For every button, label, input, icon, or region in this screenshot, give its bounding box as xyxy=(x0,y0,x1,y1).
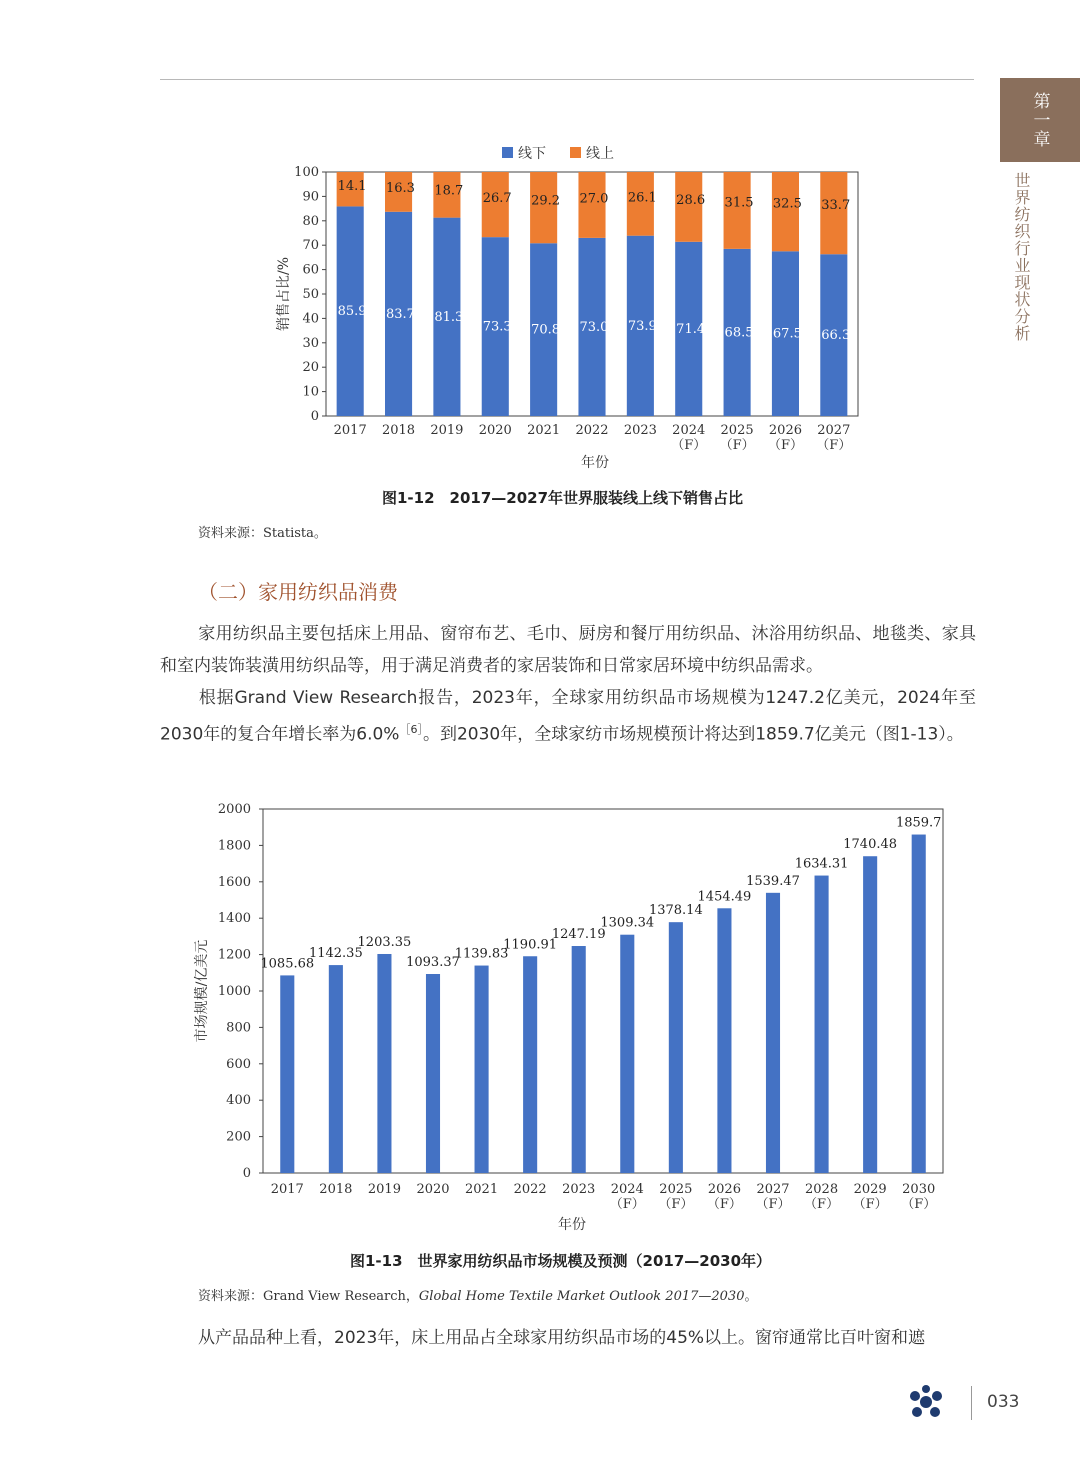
page-number: 033 xyxy=(987,1392,1020,1412)
value-label-offline: 71.4 xyxy=(676,321,706,337)
x-tick-label-line: 2023 xyxy=(562,1182,596,1197)
value-label-online: 28.6 xyxy=(676,192,706,208)
chart-online-offline-share xyxy=(260,135,880,480)
x-tick-label xyxy=(465,1182,498,1197)
section-heading: （二）家用纺织品消费 xyxy=(198,580,398,604)
x-tick-label-line: 2030 xyxy=(902,1182,936,1197)
x-tick-label-line: （F） xyxy=(719,438,755,453)
value-label: 1309.34 xyxy=(600,915,655,931)
y-tick-label: 70 xyxy=(302,238,319,254)
y-tick-label: 2000 xyxy=(217,802,251,817)
y-tick-label: 20 xyxy=(302,360,319,376)
x-tick-label-line: 2023 xyxy=(623,423,657,438)
x-tick-label-line: 2018 xyxy=(319,1182,353,1197)
bar-market-size xyxy=(815,876,829,1173)
x-tick-label xyxy=(368,1182,401,1197)
x-tick-label xyxy=(901,1182,936,1212)
value-label-online: 26.7 xyxy=(482,191,512,207)
x-tick-label-line: （F） xyxy=(658,1197,694,1212)
source-title: Global Home Textile Market Outlook 2017—2030 xyxy=(418,1289,745,1304)
y-tick-label: 50 xyxy=(302,287,319,302)
value-label-offline: 73.0 xyxy=(579,319,609,335)
x-tick-label xyxy=(575,423,608,438)
x-tick-label-line: 2021 xyxy=(465,1182,499,1197)
paragraph-3 xyxy=(160,1322,976,1354)
citation-ref: ［6］ xyxy=(399,723,423,736)
y-tick-label: 10 xyxy=(302,384,319,400)
value-label-offline: 73.9 xyxy=(627,318,657,334)
x-tick-label-line: （F） xyxy=(671,438,707,453)
value-label-online: 16.3 xyxy=(386,180,415,196)
value-label-online: 18.7 xyxy=(434,183,464,199)
x-tick-label-line: （F） xyxy=(901,1197,937,1212)
value-label: 1539.47 xyxy=(746,873,800,889)
legend-swatch-offline xyxy=(502,147,513,158)
x-tick-label-line: 2022 xyxy=(513,1182,547,1197)
y-axis xyxy=(218,802,263,1181)
y-tick-label: 1400 xyxy=(217,911,251,927)
y-tick-label: 1200 xyxy=(217,947,251,963)
x-tick-label-line: 2019 xyxy=(367,1182,401,1197)
paragraph-1-text: 家用纺织品主要包括床上用品、窗帘布艺、毛巾、厨房和餐厅用纺织品、沐浴用纺织品、地毯类、家具和室内装饰装潢用纺织品等，用于满足消费者的家居装饰和日常家居环境中纺织品需求。 xyxy=(160,624,976,676)
x-tick-label xyxy=(658,1182,693,1212)
value-label: 1634.31 xyxy=(794,856,849,872)
x-tick-label xyxy=(562,1182,595,1197)
x-tick-label-line: 2027 xyxy=(756,1182,790,1197)
value-label-offline: 70.8 xyxy=(531,322,561,338)
bar-market-size xyxy=(475,966,489,1173)
x-tick-label xyxy=(804,1182,839,1212)
bar-market-size xyxy=(377,954,391,1173)
y-tick-label: 800 xyxy=(226,1020,251,1036)
x-tick-label xyxy=(768,423,803,453)
x-tick-label-line: 2026 xyxy=(707,1182,741,1197)
value-label: 1093.37 xyxy=(406,955,460,971)
x-tick-label xyxy=(707,1182,742,1212)
x-tick-label-line: 2021 xyxy=(527,423,561,438)
x-tick-label-line: （F） xyxy=(852,1197,888,1212)
x-axis-title: 年份 xyxy=(558,1217,586,1233)
bars xyxy=(260,816,941,1173)
value-label-offline: 67.5 xyxy=(772,326,802,342)
x-tick-label-line: 2027 xyxy=(817,423,851,438)
x-tick-label-line: 2026 xyxy=(768,423,803,438)
x-tick-label-line: 2024 xyxy=(672,423,706,438)
x-tick-label-line: 2019 xyxy=(430,423,464,438)
x-tick-label xyxy=(319,1182,352,1197)
bar-market-size xyxy=(280,975,294,1173)
paragraph-1 xyxy=(160,618,976,682)
bar-market-size xyxy=(717,908,731,1173)
header-rule xyxy=(160,79,974,80)
bar-market-size xyxy=(620,935,634,1173)
value-label: 1247.19 xyxy=(551,927,606,943)
x-tick-label xyxy=(610,1182,645,1212)
x-tick-label xyxy=(755,1182,790,1212)
value-label-online: 31.5 xyxy=(724,195,754,211)
value-label: 1378.14 xyxy=(648,903,703,919)
value-label: 1454.49 xyxy=(697,889,752,905)
bar-market-size xyxy=(426,974,440,1173)
value-label: 1190.91 xyxy=(503,937,558,953)
x-tick-label xyxy=(416,1182,449,1197)
y-axis-title: 销售占比/% xyxy=(276,256,292,332)
x-tick-label xyxy=(720,423,755,453)
x-tick-label-line: 2018 xyxy=(381,423,416,438)
value-label: 1740.48 xyxy=(843,837,898,853)
paragraph-3-text: 从产品品种上看，2023年，床上用品占全球家用纺织品市场的45%以上。窗帘通常比百叶窗和遮 xyxy=(198,1328,926,1348)
bar-market-size xyxy=(912,835,926,1173)
figure-source-1: 资料来源：Statista。 xyxy=(198,526,327,541)
legend-label-online: 线上 xyxy=(586,146,614,162)
bar-market-size xyxy=(669,922,683,1173)
value-label-online: 33.7 xyxy=(821,197,851,213)
value-label: 1139.83 xyxy=(454,946,509,962)
value-label: 1142.35 xyxy=(308,946,363,962)
x-tick-label-line: 2025 xyxy=(720,423,754,438)
x-tick-label xyxy=(479,423,512,438)
x-tick-label xyxy=(430,423,463,438)
legend-swatch-online xyxy=(570,147,581,158)
source-suffix: 。 xyxy=(744,1289,758,1304)
bar-online xyxy=(820,172,847,254)
x-tick-label xyxy=(671,423,706,453)
x-tick-label-line: 2025 xyxy=(659,1182,693,1197)
chart-home-textile-market xyxy=(180,795,960,1240)
y-tick-label: 60 xyxy=(302,262,319,278)
bar-market-size xyxy=(572,946,586,1173)
x-tick-label xyxy=(816,423,851,453)
source-prefix: 资料来源：Grand View Research， xyxy=(198,1289,419,1304)
x-tick-label-line: 2029 xyxy=(853,1182,887,1197)
y-tick-label: 0 xyxy=(242,1166,251,1181)
x-tick-label xyxy=(382,423,415,438)
x-tick-labels xyxy=(271,1182,936,1212)
value-label: 1859.7 xyxy=(895,815,942,831)
x-tick-label-line: （F） xyxy=(816,438,852,453)
bar-market-size xyxy=(329,965,343,1173)
x-tick-label-line: 2022 xyxy=(575,423,609,438)
figure-caption-2: 图1-13 世界家用纺织品市场规模及预测（2017—2030年） xyxy=(350,1252,772,1270)
value-label-offline: 73.3 xyxy=(482,319,512,335)
value-label-online: 26.1 xyxy=(627,190,657,206)
chapter-title: 世界纺织行业现状分析 xyxy=(1012,172,1031,342)
paragraph-2-text-b: 。到2030年，全球家纺市场规模预计将达到1859.7亿美元（图1-13）。 xyxy=(422,724,964,745)
bar-market-size xyxy=(523,956,537,1173)
x-axis-title: 年份 xyxy=(581,455,609,471)
y-tick-label: 30 xyxy=(302,335,319,351)
footer-separator xyxy=(971,1386,972,1420)
value-label: 1085.68 xyxy=(260,956,315,972)
figure-source-2 xyxy=(198,1285,757,1304)
y-tick-label: 1800 xyxy=(217,838,251,854)
value-label-offline: 81.3 xyxy=(434,309,464,325)
x-tick-label xyxy=(271,1182,304,1197)
x-tick-label-line: 2028 xyxy=(805,1182,839,1197)
x-tick-label-line: 2020 xyxy=(416,1182,450,1197)
value-label-offline: 85.9 xyxy=(337,304,367,320)
x-tick-label-line: （F） xyxy=(609,1197,645,1212)
value-label-online: 29.2 xyxy=(531,193,561,209)
y-tick-label: 40 xyxy=(302,311,319,327)
x-tick-label-line: （F） xyxy=(706,1197,742,1212)
x-tick-label xyxy=(527,423,560,438)
x-tick-label-line: 2017 xyxy=(333,423,367,438)
x-tick-label-line: （F） xyxy=(767,438,803,453)
y-tick-label: 600 xyxy=(226,1056,251,1072)
value-label-offline: 83.7 xyxy=(386,306,415,322)
bar-market-size xyxy=(766,893,780,1173)
y-tick-label: 0 xyxy=(310,409,319,424)
paragraph-2-text-a: 根据Grand View Research报告，2023年，全球家用纺织品市场规模为1247.2亿美元，2024年至2030年的复合年增长率为6.0% xyxy=(160,688,976,745)
y-tick-label: 400 xyxy=(226,1093,251,1109)
y-tick-label: 100 xyxy=(294,165,319,180)
value-label-offline: 68.5 xyxy=(724,325,754,341)
value-label-online: 27.0 xyxy=(579,191,609,207)
bar-market-size xyxy=(863,856,877,1173)
legend xyxy=(502,145,614,162)
y-tick-label: 200 xyxy=(226,1129,251,1145)
x-tick-label xyxy=(624,423,657,438)
y-axis-title: 市场规模/亿美元 xyxy=(194,939,210,1043)
x-tick-label-line: （F） xyxy=(755,1197,791,1212)
y-tick-label: 90 xyxy=(302,189,319,205)
x-tick-label-line: 2024 xyxy=(610,1182,644,1197)
x-tick-label xyxy=(334,423,367,438)
value-label-online: 32.5 xyxy=(772,196,802,212)
y-tick-label: 1600 xyxy=(217,874,251,890)
x-tick-label xyxy=(514,1182,547,1197)
x-tick-label-line: （F） xyxy=(804,1197,840,1212)
y-axis xyxy=(294,165,326,424)
x-tick-label-line: 2020 xyxy=(478,423,512,438)
x-tick-labels xyxy=(334,423,852,453)
x-tick-label xyxy=(853,1182,888,1212)
chapter-tab: 第一章 xyxy=(1000,78,1080,162)
publisher-logo-icon xyxy=(906,1384,946,1420)
figure-caption-1: 图1-12 2017—2027年世界服装线上线下销售占比 xyxy=(382,489,744,507)
value-label-online: 14.1 xyxy=(337,178,367,194)
legend-label-offline: 线下 xyxy=(518,146,546,162)
y-tick-label: 1000 xyxy=(217,984,251,999)
x-tick-label-line: 2017 xyxy=(270,1182,304,1197)
y-tick-label: 80 xyxy=(302,213,319,229)
bars xyxy=(337,172,851,416)
value-label-offline: 66.3 xyxy=(821,328,851,344)
paragraph-2 xyxy=(160,682,976,751)
value-label: 1203.35 xyxy=(357,934,412,950)
